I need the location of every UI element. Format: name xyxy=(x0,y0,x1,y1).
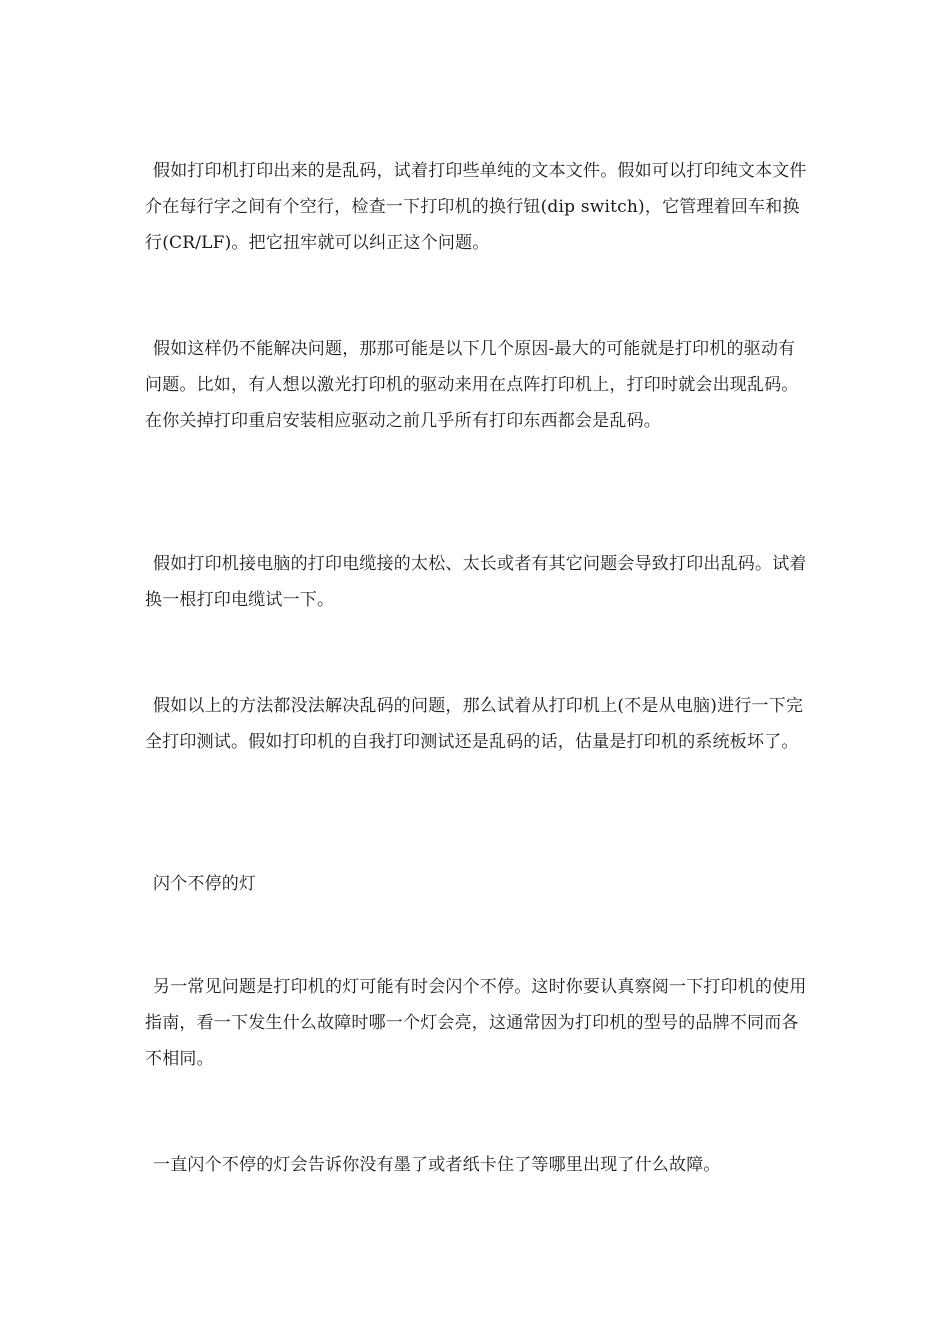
paragraph-blinking-fault: 一直闪个不停的灯会告诉你没有墨了或者纸卡住了等哪里出现了什么故障。 xyxy=(153,1155,721,1175)
paragraph-garbled-output: 假如打印机打印出来的是乱码，试着打印些单纯的文本文件。假如可以打印纯文本文件介在每行字之间有个空行，检查一下打印机的换行钮(dip switch)，它管理着回车和换行(CR/LF)。把它扭牢就可以纠正这个问题。 xyxy=(145,161,807,253)
section-heading-blinking-light: 闪个不停的灯 xyxy=(153,874,257,894)
paragraph-driver-issue: 假如这样仍不能解决问题，那那可能是以下几个原因-最大的可能就是打印机的驱动有问题。比如，有人想以激光打印机的驱动来用在点阵打印机上，打印时就会出现乱码。在你关掉打印重启安装相应驱动之前几乎所有打印东西都会是乱码。 xyxy=(145,339,799,431)
paragraph-self-test: 假如以上的方法都没法解决乱码的问题，那么试着从打印机上(不是从电脑)进行一下完全打印测试。假如打印机的自我打印测试还是乱码的话，估量是打印机的系统板坏了。 xyxy=(145,696,804,752)
paragraph-cable-issue: 假如打印机接电脑的打印电缆接的太松、太长或者有其它问题会导致打印出乱码。试着换一根打印电缆试一下。 xyxy=(145,554,807,610)
paragraph-blinking-light: 另一常见问题是打印机的灯可能有时会闪个不停。这时你要认真察阅一下打印机的使用指南，看一下发生什么故障时哪一个灯会亮，这通常因为打印机的型号的品牌不同而各不相同。 xyxy=(145,977,807,1069)
